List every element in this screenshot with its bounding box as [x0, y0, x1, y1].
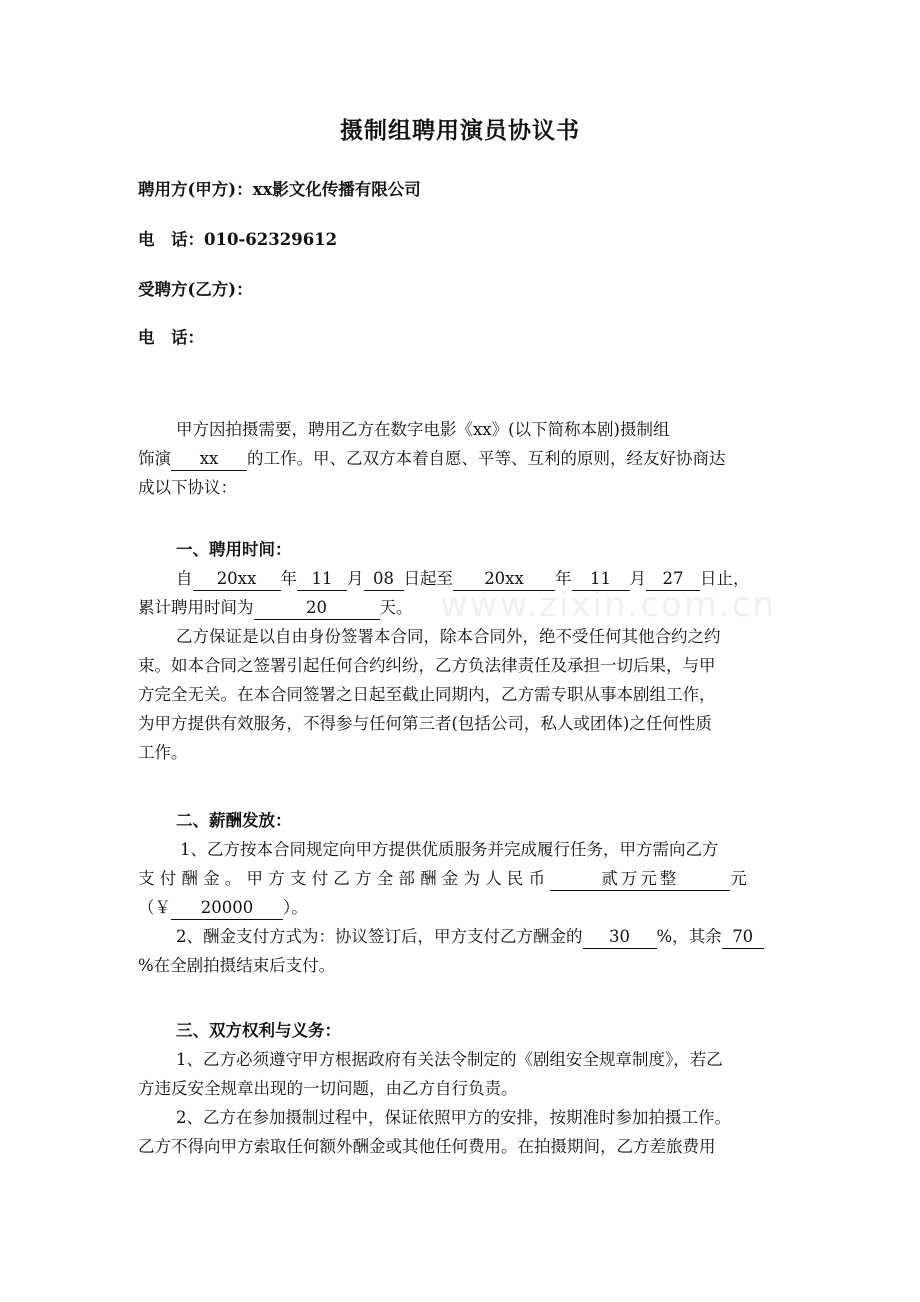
- intro-text-a: 饰演: [138, 449, 171, 468]
- section-2: [138, 806, 788, 980]
- employer-line: 聘用方(甲方)：xx影文化传播有限公司: [138, 180, 421, 199]
- section-3-text-3: 2、乙方在参加摄制过程中，保证依照甲方的安排，按期准时参加拍摄工作。: [176, 1108, 731, 1127]
- start-month-field: 11: [297, 568, 347, 591]
- month-label: 月: [347, 569, 364, 588]
- payment-amount-label: 支付酬金。甲方支付乙方全部酬金为人民币: [138, 869, 551, 888]
- period-from-label: 自: [176, 569, 193, 588]
- section-2-text-5: %在全剧拍摄结束后支付。: [138, 956, 336, 975]
- intro-paragraph: [138, 415, 788, 502]
- section-1-heading: 一、聘用时间：: [176, 540, 292, 559]
- start-year-field: 20xx: [193, 568, 281, 591]
- month-label-2: 月: [629, 569, 646, 588]
- to-label: 日止，: [700, 569, 750, 588]
- section-3-heading: 三、双方权利与义务：: [176, 1021, 341, 1040]
- role-field: xx: [171, 448, 247, 471]
- intro-text-b: 的工作。甲、乙双方本着自愿、平等、互利的原则，经友好协商达: [247, 449, 726, 468]
- payment-number-line: [138, 893, 788, 922]
- employer-phone-line: 电 话：010-62329612: [138, 230, 338, 249]
- year-label-2: 年: [555, 569, 572, 588]
- total-days-label: 累计聘用时间为: [138, 598, 254, 617]
- document-title: 摄制组聘用演员协议书: [340, 117, 580, 144]
- employment-period-line: [138, 564, 788, 593]
- watermark: www.zixin.com.cn: [440, 585, 776, 625]
- section-1-text-5: 工作。: [138, 743, 188, 762]
- section-3-text-2: 方违反安全规章出现的一切问题，由乙方自行负责。: [138, 1079, 518, 1098]
- section-3: [138, 1016, 788, 1161]
- start-day-field: 08: [364, 568, 404, 591]
- amount-number-field: 20000: [171, 897, 283, 920]
- employee-phone-line: 电 话：: [138, 328, 204, 347]
- section-2-heading: 二、薪酬发放：: [176, 811, 292, 830]
- section-3-text-4: 乙方不得向甲方索取任何额外酬金或其他任何费用。在拍摄期间，乙方差旅费用: [138, 1137, 716, 1156]
- intro-line-1: 甲方因拍摄需要，聘用乙方在数字电影《xx》(以下简称本剧)摄制组: [176, 420, 670, 439]
- days-unit: 天。: [379, 598, 413, 617]
- employee-line: 受聘方(乙方)：: [138, 280, 253, 299]
- end-day-field: 27: [646, 568, 700, 591]
- year-label: 年: [280, 569, 297, 588]
- second-percent-field: 70: [722, 926, 764, 949]
- first-percent-field: 30: [583, 926, 657, 949]
- end-year-field: 20xx: [453, 568, 555, 591]
- section-2-text-1: 1、乙方按本合同规定向甲方提供优质服务并完成履行任务，甲方需向乙方: [180, 840, 719, 859]
- yuan-symbol: （￥: [138, 898, 171, 917]
- payment-method-label: 2、酬金支付方式为：协议签订后，甲方支付乙方酬金的: [176, 927, 583, 946]
- remaining-label: %，其余: [656, 927, 722, 946]
- section-1-text-4: 为甲方提供有效服务，不得参与任何第三者(包括公司，私人或团体)之任何性质: [138, 714, 712, 733]
- section-1-text-2: 束。如本合同之签署引起任何合约纠纷，乙方负法律责任及承担一切后果，与甲: [138, 656, 716, 675]
- from-label: 日起至: [403, 569, 453, 588]
- section-3-text-1: 1、乙方必须遵守甲方根据政府有关法令制定的《剧组安全规章制度》，若乙: [176, 1050, 723, 1069]
- amount-words-field: 贰万元整: [550, 868, 730, 891]
- payment-method-line: [138, 922, 788, 951]
- total-days-line: [138, 593, 788, 622]
- total-days-field: 20: [254, 597, 380, 620]
- payment-amount-line: [138, 864, 788, 893]
- section-1: [138, 535, 788, 767]
- intro-line-3: 成以下协议：: [138, 478, 237, 497]
- section-1-text-1: 乙方保证是以自由身份签署本合同，除本合同外，绝不受任何其他合约之约: [176, 627, 721, 646]
- amount-unit: 元: [730, 869, 753, 888]
- intro-line-2: [138, 444, 788, 473]
- amount-close: ）。: [283, 898, 308, 917]
- section-1-text-3: 方完全无关。在本合同签署之日起至截止同期内，乙方需专职从事本剧组工作，: [138, 685, 716, 704]
- end-month-field: 11: [572, 568, 630, 591]
